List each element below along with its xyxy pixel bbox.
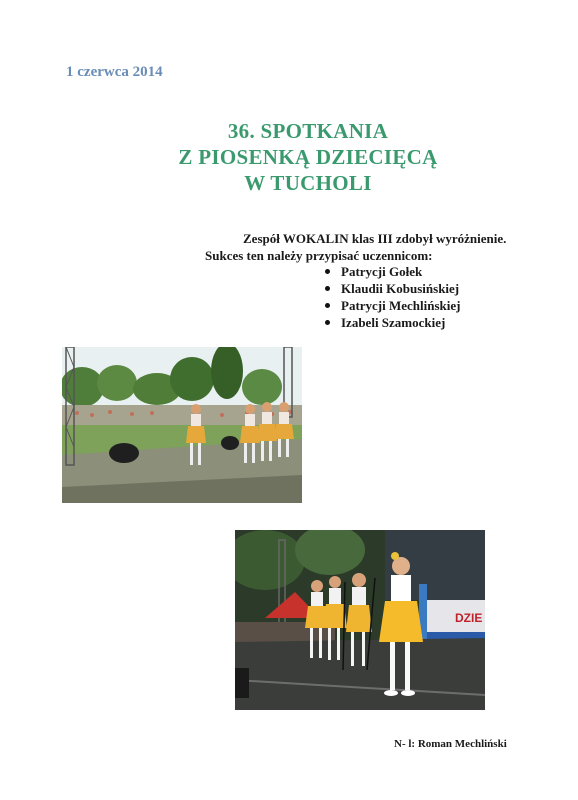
banner-text: DZIE: [455, 611, 483, 625]
title-line-3: W TUCHOLI: [244, 171, 372, 195]
bullet-icon: [325, 286, 330, 291]
intro-text: [205, 230, 506, 264]
student-name: Patrycji Gołek: [341, 264, 423, 279]
stage-photo-2: [235, 530, 485, 710]
date-label: 1 czerwca 2014: [66, 64, 163, 80]
bullet-icon: [325, 303, 330, 308]
bullet-icon: [325, 269, 330, 274]
page-title: [0, 118, 578, 196]
list-item: [325, 263, 461, 280]
stage-photo-1: [62, 347, 302, 503]
bullet-icon: [325, 320, 330, 325]
student-name: Izabeli Szamockiej: [341, 315, 446, 330]
list-item: [325, 280, 461, 297]
student-name: Klaudii Kobusińskiej: [341, 281, 460, 296]
title-line-2: Z PIOSENKĄ DZIECIĘCĄ: [178, 145, 438, 169]
student-list: [325, 263, 461, 331]
title-line-1: 36. SPOTKANIA: [227, 119, 389, 143]
intro-line-1: Zespół WOKALIN klas III zdobył wyróżnienie.: [243, 231, 507, 246]
author-credit: N- l: Roman Mechliński: [394, 738, 507, 750]
list-item: [325, 297, 461, 314]
intro-line-2: Sukces ten należy przypisać uczennicom:: [205, 248, 433, 263]
list-item: [325, 314, 461, 331]
student-name: Patrycji Mechlińskiej: [341, 298, 461, 313]
